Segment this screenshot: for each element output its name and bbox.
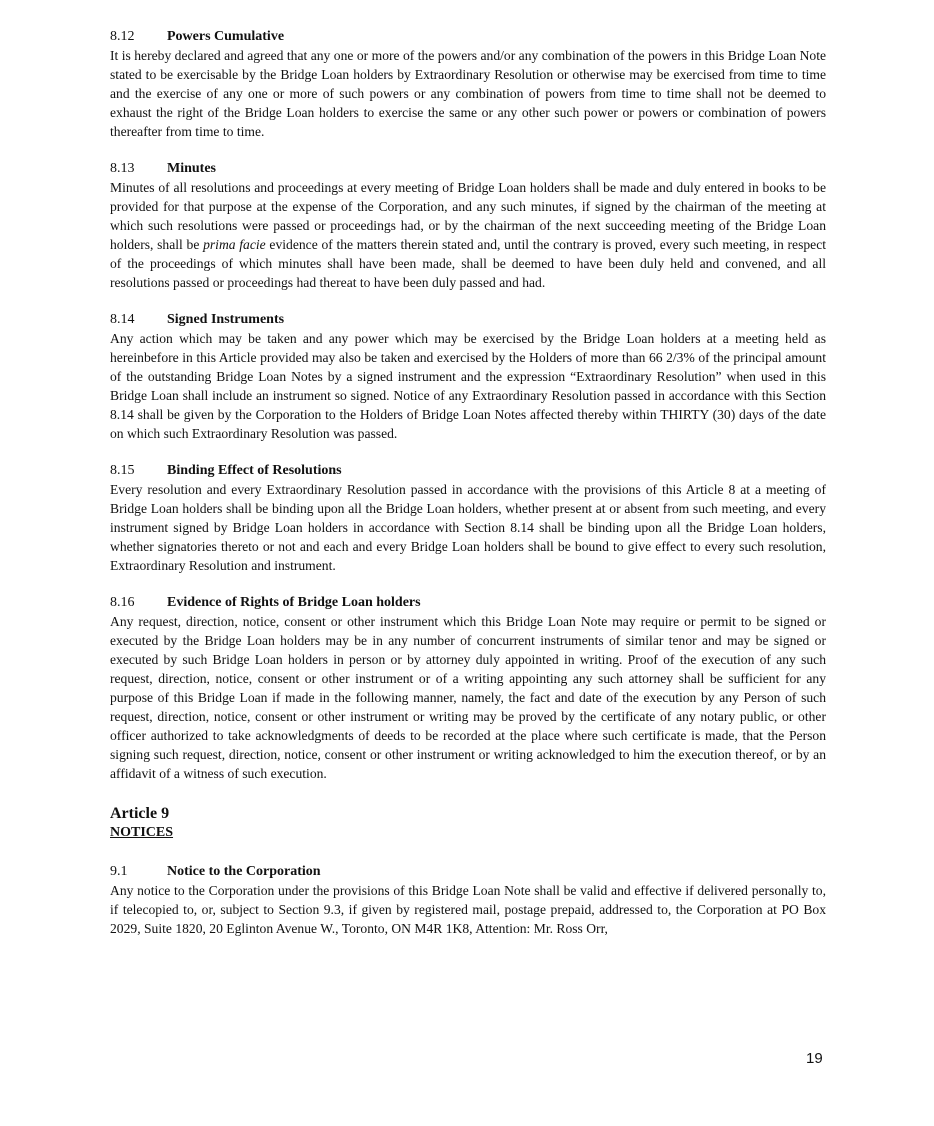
section-title: Binding Effect of Resolutions: [167, 463, 342, 478]
section-8-13: [110, 160, 826, 292]
section-heading: [110, 863, 826, 881]
section-heading: [110, 311, 826, 329]
section-title: Evidence of Rights of Bridge Loan holders: [167, 595, 421, 610]
section-text: Any action which may be taken and any power which may be exercised by the Bridge Loan holders at a meeting held as hereinbefore in this Article provided may also be taken and exercised by the Holders of more than 66 2/3% of the principal amount of the outstanding Bridge Loan Notes by a signed instrument and the expression “Extraordinary Resolution” when used in this Bridge Loan shall include an instrument so signed. Notice of any Extraordinary Resolution passed in accordance with this Section 8.14 shall be given by the Corporation to the Holders of Bridge Loan Notes affected thereby within THIRTY (30) days of the date on which such Extraordinary Resolution was passed.: [110, 331, 826, 441]
section-text-part: Minutes of all resolutions and proceedings at every meeting of Bridge Loan holders shall be made and duly entered in books to be provided for that purpose at the expense of the Corporation, and any such minutes, if signed by the chairman of the meeting at which such resolutions were passed or proceedings had, or by the chairman of the next succeeding meeting of the Bridge Loan holders, shall be: [110, 180, 826, 252]
section-number: 8.16: [110, 595, 135, 610]
section-text: Any request, direction, notice, consent or other instrument which this Bridge Loan Note may require or permit to be signed or executed by the Bridge Loan holders may be in any number of concurrent instruments of similar tenor and may be signed or executed by such Bridge Loan holders in person or by attorney duly appointed in writing. Proof of the execution of any such request, direction, notice, consent or other instrument or of a writing appointing any such attorney shall be sufficient for any purpose of this Bridge Loan if made in the following manner, namely, the fact and date of the execution by any Person of such request, direction, notice, consent or other instrument or writing may be proved by the certificate of any notary public, or other officer authorized to take acknowledgments of deeds to be recorded at the place where such certificate is made, that the Person signing such request, direction, notice, consent or other instrument or writing acknowledged to him the execution thereof, or by an affidavit of a witness of such execution.: [110, 614, 826, 781]
section-title: Signed Instruments: [167, 312, 285, 327]
section-9-1: [110, 863, 826, 938]
section-number: 8.13: [110, 161, 135, 176]
section-8-15: [110, 462, 826, 575]
section-text: Any notice to the Corporation under the provisions of this Bridge Loan Note shall be valid and effective if delivered personally to, if telecopied to, or, subject to Section 9.3, if given by registered mail, postage prepaid, addressed to, the Corporation at PO Box 2029, Suite 1820, 20 Eglinton Avenue W., Toronto, ON M4R 1K8, Attention: Mr. Ross Orr,: [110, 883, 826, 936]
section-text-part: evidence of the matters therein stated and, until the contrary is proved, every such meeting, in respect of the proceedings of which minutes shall have been made, shall be deemed to have been duly held and convened, and all resolutions passed or proceedings had thereat to have been duly passed and had.: [110, 237, 826, 290]
article-subtitle: NOTICES: [110, 825, 174, 840]
article-heading: [110, 804, 826, 842]
article-title: Article 9: [110, 805, 170, 822]
section-8-12: [110, 28, 826, 141]
section-heading: [110, 594, 826, 612]
section-title: Minutes: [167, 161, 216, 176]
section-8-14: [110, 311, 826, 443]
section-8-16: [110, 594, 826, 783]
italic-term: prima facie: [203, 237, 266, 252]
section-text: Every resolution and every Extraordinary Resolution passed in accordance with the provisions of this Article 8 at a meeting of Bridge Loan holders shall be binding upon all the Bridge Loan holders, whether present at or absent from such meeting, and every instrument signed by Bridge Loan holders in accordance with Section 8.14 shall be binding upon all the Bridge Loan holders, whether signatories thereto or not and each and every Bridge Loan holders shall be bound to give effect to every such resolution, Extraordinary Resolution and instrument.: [110, 482, 826, 573]
document-page: [110, 28, 826, 957]
section-number: 8.12: [110, 29, 135, 44]
section-heading: [110, 160, 826, 178]
section-heading: [110, 28, 826, 46]
section-title: Notice to the Corporation: [167, 864, 321, 879]
section-number: 9.1: [110, 864, 128, 879]
section-text: It is hereby declared and agreed that any one or more of the powers and/or any combination of the powers in this Bridge Loan Note stated to be exercisable by the Bridge Loan holders by Extraordinary Resolution or otherwise may be exercised from time to time and the exercise of any one or more of such powers or any combination of powers from time to time shall not be deemed to exhaust the right of the Bridge Loan holders to exercise the same or any other such power or powers or combination of powers thereafter from time to time.: [110, 48, 826, 139]
page-number: 19: [806, 1050, 823, 1067]
section-number: 8.15: [110, 463, 135, 478]
section-heading: [110, 462, 826, 480]
section-title: Powers Cumulative: [167, 29, 285, 44]
section-text: [110, 178, 826, 292]
section-number: 8.14: [110, 312, 135, 327]
